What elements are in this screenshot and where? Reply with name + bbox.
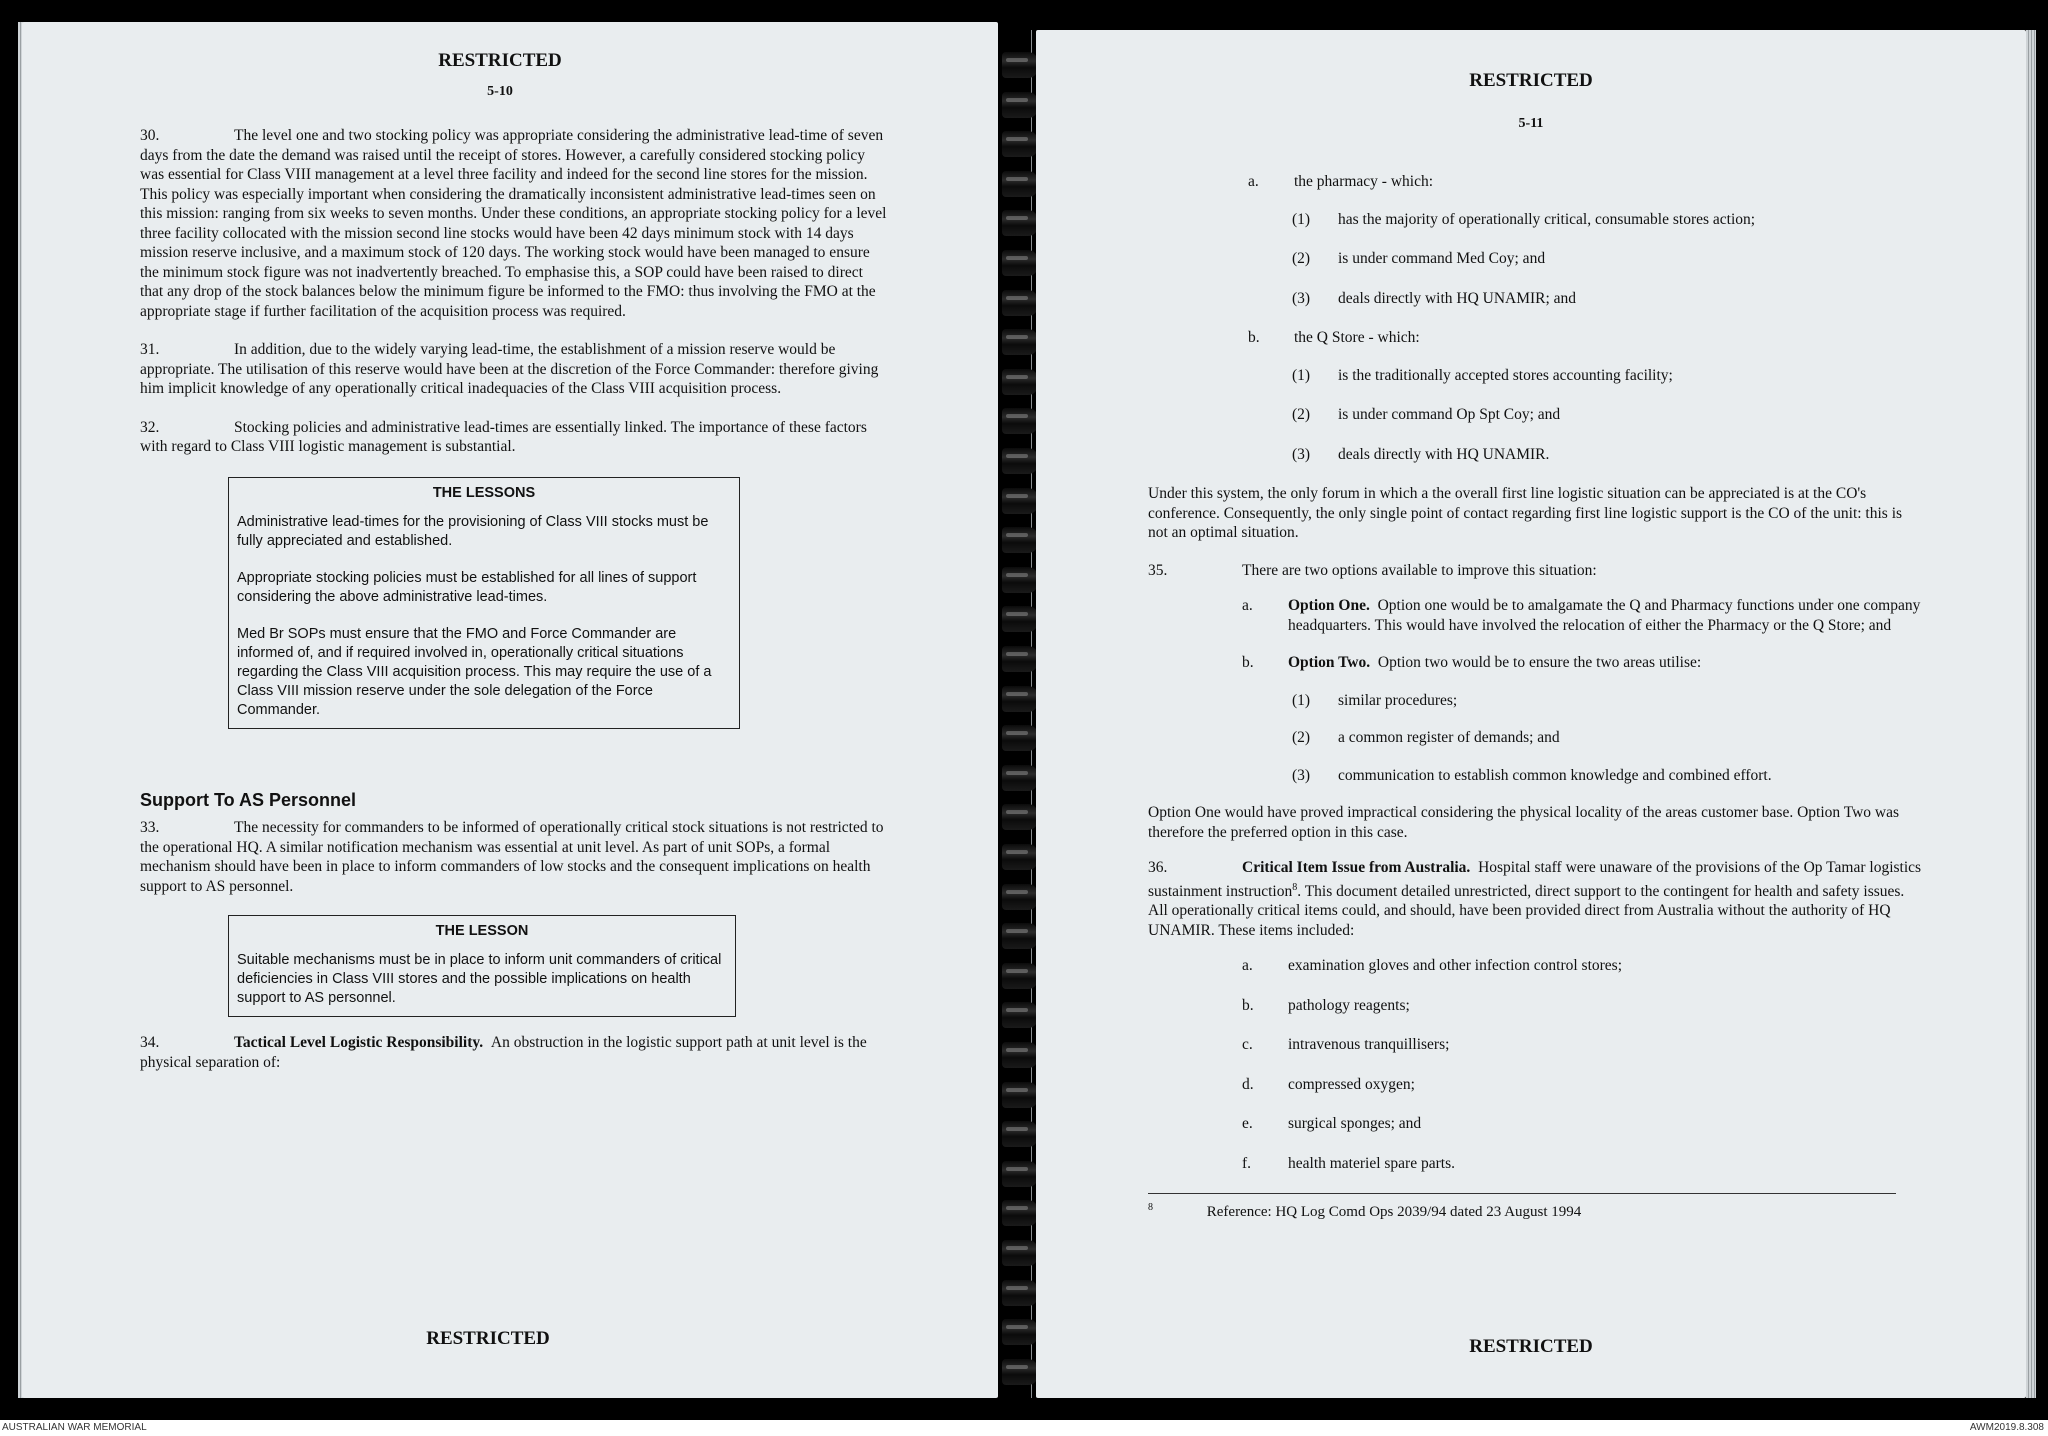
sub-item <box>1292 366 1924 386</box>
binding-ring <box>1002 1161 1038 1187</box>
binding-ring <box>1002 210 1038 236</box>
paragraph-number: 33. <box>140 819 160 836</box>
sub-item-label: (3) <box>1292 289 1311 307</box>
options-paragraph: Option One would have proved impractical considering the physical locality of the areas customer base. Option Two was therefore the preferred option in this case. <box>1148 804 1900 841</box>
item-text: health materiel spare parts. <box>1288 1154 1455 1172</box>
item-label: a. <box>1242 597 1253 614</box>
sub-item-label: (2) <box>1292 250 1311 267</box>
binding-ring <box>1002 171 1038 197</box>
footnote-rule <box>1148 1193 1896 1194</box>
sub-item <box>1292 445 1924 465</box>
binding-ring <box>1002 1359 1038 1385</box>
sub-item-label: (1) <box>1292 691 1311 709</box>
system-paragraph: Under this system, the only forum in which a the overall first line logistic situation can be appreciated is at the CO's conference. Consequently, the only single point of contact regarding first line logistic support is the CO of the unit: this is not an optimal situation. <box>1148 485 1903 541</box>
restricted-header: RESTRICTED <box>1469 70 1593 91</box>
sub-item <box>1292 766 1924 786</box>
lesson-title: THE LESSON <box>435 923 529 939</box>
binding-ring <box>1002 646 1038 672</box>
sub-item-label: (3) <box>1292 766 1311 784</box>
sub-item-text: is the traditionally accepted stores accounting facility; <box>1338 366 1673 384</box>
item-text: examination gloves and other infection control stores; <box>1288 957 1623 975</box>
paragraph-number: 30. <box>140 127 160 144</box>
right-page <box>1036 30 2026 1398</box>
binding-ring <box>1002 408 1038 434</box>
sub-item-text: a common register of demands; and <box>1338 729 1560 746</box>
binding-ring <box>1002 765 1038 791</box>
item-text: intravenous tranquillisers; <box>1288 1036 1450 1054</box>
list-item <box>1242 1114 1924 1134</box>
binding-ring <box>1002 606 1038 632</box>
binding-ring <box>1002 369 1038 395</box>
footnote-number: 8 <box>1148 1202 1153 1214</box>
sub-item-label: (1) <box>1292 210 1311 228</box>
paragraph-text: In addition, due to the widely varying lead-time, the establishment of a mission reserve would be appropriate. The utilisation of this reserve would have been at the discretion of the Force Commander: therefore giving him implicit knowledge of any operationally critical inadequacies of the Class VIII acquisition process. <box>140 341 879 397</box>
item-label: a. <box>1248 173 1259 190</box>
option-title: Option Two. <box>1288 654 1371 671</box>
list-item <box>1242 1075 1924 1095</box>
section-heading: Support To AS Personnel <box>140 789 357 810</box>
item-label: b. <box>1242 654 1254 671</box>
sub-item <box>1292 691 1924 711</box>
sub-item-text: similar procedures; <box>1338 691 1458 709</box>
archive-bar <box>0 1420 2048 1436</box>
footnote <box>1148 1198 1924 1223</box>
footnote-ref[interactable]: 8 <box>1292 881 1298 893</box>
binding-ring <box>1002 725 1038 751</box>
archive-accession: AWM2019.8.308 <box>1969 1422 2044 1433</box>
paragraph-number: 32. <box>140 418 160 436</box>
lesson-text: Suitable mechanisms must be in place to inform unit commanders of critical deficiencies in Class VIII stores and the possible implications on health support to AS personnel. <box>237 952 722 1006</box>
item-label: b. <box>1248 329 1260 346</box>
item-text: the pharmacy - which: <box>1294 173 1434 190</box>
page-number: 5-10 <box>487 84 513 99</box>
binding-ring <box>1002 52 1038 78</box>
sub-item-text: deals directly with HQ UNAMIR. <box>1338 445 1550 463</box>
option-two <box>1242 653 1924 673</box>
restricted-footer: RESTRICTED <box>426 1328 550 1349</box>
option-text: Option two would be to ensure the two areas utilise: <box>1377 654 1702 671</box>
list-item <box>1248 328 1924 348</box>
binding-ring <box>1002 923 1038 949</box>
list-item <box>1242 956 1924 976</box>
binding-ring <box>1002 1042 1038 1068</box>
sub-item <box>1292 728 1924 748</box>
list-item <box>1242 1154 1924 1174</box>
paragraph-text: An obstruction in the logistic support path at unit level is the physical separation of: <box>140 1034 867 1071</box>
list-item <box>1248 172 1924 192</box>
lesson-box <box>228 915 736 1017</box>
item-text: the Q Store - which: <box>1294 329 1420 346</box>
lessons-box <box>228 477 740 729</box>
paragraph-text: Stocking policies and administrative lead-times are essentially linked. The importance of these factors with regard to Class VIII logistic management is substantial. <box>140 418 867 455</box>
paragraph-number: 36. <box>1148 859 1168 876</box>
page-number: 5-11 <box>1518 116 1544 131</box>
lessons-title: THE LESSONS <box>432 484 536 501</box>
footnote-text: Reference: HQ Log Comd Ops 2039/94 dated 23 August 1994 <box>1206 1204 1582 1221</box>
binding-ring <box>1002 844 1038 870</box>
lesson-item: Administrative lead-times for the provisioning of Class VIII stocks must be fully appreciated and established. <box>237 513 709 549</box>
binding-ring <box>1002 488 1038 514</box>
binding-ring <box>1002 290 1038 316</box>
item-label: e. <box>1242 1115 1253 1133</box>
item-label: c. <box>1242 1036 1253 1054</box>
binding-ring <box>1002 329 1038 355</box>
binding-ring <box>1002 1280 1038 1306</box>
option-text: Option one would be to amalgamate the Q and Pharmacy functions under one company headquarters. This would have involved the relocation of either the Pharmacy or the Q Store; and <box>1288 597 1921 634</box>
restricted-footer: RESTRICTED <box>1469 1336 1593 1357</box>
sub-item <box>1292 405 1924 425</box>
list-item <box>1242 996 1924 1016</box>
item-label: a. <box>1242 957 1253 975</box>
binding-ring <box>1002 131 1038 157</box>
sub-item-label: (2) <box>1292 406 1311 423</box>
paragraph-title: Tactical Level Logistic Responsibility. <box>234 1034 484 1051</box>
sub-item-text: is under command Op Spt Coy; and <box>1338 406 1561 423</box>
binding-ring <box>1002 686 1038 712</box>
binding-ring <box>1002 250 1038 276</box>
paragraph-33 <box>140 818 888 896</box>
item-text: surgical sponges; and <box>1288 1115 1422 1133</box>
archive-label: AUSTRALIAN WAR MEMORIAL <box>2 1422 147 1433</box>
binding-ring <box>1002 1121 1038 1147</box>
binding-ring <box>1002 1240 1038 1266</box>
sub-item <box>1292 249 1924 269</box>
sub-item-text: has the majority of operationally critical, consumable stores action; <box>1338 210 1756 228</box>
binding-ring <box>1002 567 1038 593</box>
restricted-header: RESTRICTED <box>438 50 562 71</box>
binding-ring <box>1002 1082 1038 1108</box>
item-text: compressed oxygen; <box>1288 1075 1415 1093</box>
binding-ring <box>1002 1002 1038 1028</box>
binding-ring <box>1002 1319 1038 1345</box>
paragraph-title: Critical Item Issue from Australia. <box>1242 859 1471 876</box>
paragraph-text: . This document detailed unrestricted, direct support to the contingent for health and safety issues. All operationally critical items could, and should, have been provided direct from Australia without the authority of HQ UNAMIR. These items included: <box>1148 882 1905 939</box>
binding-ring <box>1002 1200 1038 1226</box>
sub-item-label: (1) <box>1292 366 1311 384</box>
option-one <box>1242 596 1924 635</box>
left-page <box>22 22 998 1398</box>
paragraph-number: 35. <box>1148 561 1168 579</box>
paragraph-text: The necessity for commanders to be informed of operationally critical stock situations is not restricted to the operational HQ. A similar notification mechanism was essential at unit level. As part of unit SOPs, a formal mechanism should have been in place to inform commanders of low stocks and the consequent implications on health support to AS personnel. <box>140 819 884 895</box>
list-item <box>1242 1035 1924 1055</box>
lesson-item: Appropriate stocking policies must be established for all lines of support considering the above administrative lead-times. <box>237 569 697 605</box>
paragraph-35 <box>1148 561 1924 581</box>
paragraph-text: The level one and two stocking policy was appropriate considering the administrative lead-time of seven days from the date the demand was raised until the receipt of stores. However, a carefully considered stocking policy was essential for Class VIII management at a level three facility and indeed for the second line stores for the mission. This policy was especially important when considering the dramatically inconsistent administrative lead-times seen on this mission: ranging from six weeks to seven months. Under these conditions, an appropriate stocking policy for a level three facility collocated with the mission second line stocks would have been 42 days minimum stock with 14 days mission reserve inclusive, and a maximum stock of 120 days. The working stock would have been managed to ensure the minimum stock figure was not inadvertently breached. To emphasise this, a SOP could have been raised to direct that any drop of the stock balances below the minimum figure be informed to the FMO: thus involving the FMO at the appropriate stage if further facilitation of the acquisition process was required. <box>140 127 887 320</box>
item-label: f. <box>1242 1154 1252 1172</box>
sub-item-text: communication to establish common knowledge and combined effort. <box>1338 766 1772 784</box>
binding-ring <box>1002 527 1038 553</box>
binding-ring <box>1002 448 1038 474</box>
sub-item-text: deals directly with HQ UNAMIR; and <box>1338 289 1577 307</box>
sub-item <box>1292 289 1924 309</box>
sub-item-label: (3) <box>1292 445 1311 463</box>
sub-item-text: is under command Med Coy; and <box>1338 250 1546 267</box>
sub-item-label: (2) <box>1292 729 1311 746</box>
paragraph-31 <box>140 340 888 399</box>
paragraph-36 <box>1148 858 1924 940</box>
item-label: b. <box>1242 996 1254 1014</box>
binding-ring <box>1002 804 1038 830</box>
paragraph-number: 31. <box>140 341 160 358</box>
right-body <box>1148 172 1924 1223</box>
paragraph-text: Hospital staff were unaware of the provisions of the Op Tamar logistics sustainment instruction <box>1148 859 1922 900</box>
left-body <box>140 126 888 1091</box>
item-label: d. <box>1242 1075 1254 1093</box>
paragraph-32 <box>140 418 888 457</box>
paragraph-30 <box>140 126 888 321</box>
lesson-item: Med Br SOPs must ensure that the FMO and Force Commander are informed of, and if required involved in, operationally critical situations regarding the Class VIII acquisition process. This may require the use of a Class VIII mission reserve under the sole delegation of the Force Commander. <box>237 625 712 718</box>
paragraph-text: There are two options available to improve this situation: <box>1242 561 1597 579</box>
option-title: Option One. <box>1288 597 1370 614</box>
binding-ring <box>1002 92 1038 118</box>
binding-ring <box>1002 884 1038 910</box>
binding-ring <box>1002 963 1038 989</box>
paragraph-number: 34. <box>140 1034 160 1051</box>
paragraph-34 <box>140 1033 888 1072</box>
item-text: pathology reagents; <box>1288 996 1410 1014</box>
sub-item <box>1292 210 1924 230</box>
